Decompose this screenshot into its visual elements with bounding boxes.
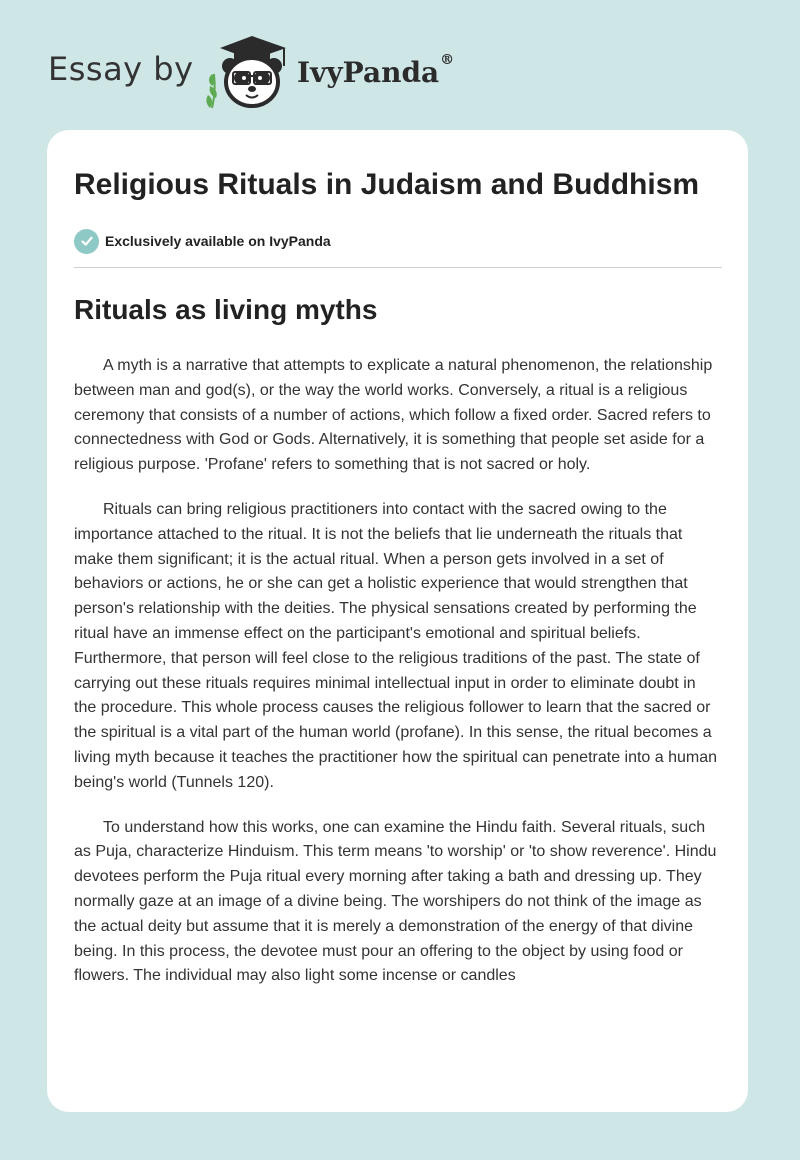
check-icon: [74, 229, 99, 254]
brand-name[interactable]: [297, 52, 455, 89]
exclusive-badge: [74, 228, 722, 254]
essay-title: Religious Rituals in Judaism and Buddhism: [74, 168, 700, 201]
brand-text: IvyPanda: [297, 56, 440, 89]
essay-content: [74, 130, 722, 989]
site-header: [0, 0, 800, 130]
section-title: Rituals as living myths: [74, 294, 378, 325]
paragraph: To understand how this works, one can examine the Hindu faith. Several rituals, such as Puja, characterize Hinduism. This term means 'to worship' or 'to show reverence'. Hindu devotees perform the Puja ritual every morning after taking a bath and dressing up. They normally gaze at an image of a divine being. The worshipers do not think of the image as the actual deity but assume that it is merely a demonstration of the energy of that divine being. In this process, the devotee must pour an offering to the object by using food or flowers. The individual may also light some incense or candles: [74, 818, 717, 985]
exclusive-label: Exclusively available on IvyPanda: [105, 233, 331, 249]
divider: [74, 267, 722, 268]
panda-logo-icon[interactable]: [200, 32, 295, 110]
essay-card: [47, 130, 748, 1112]
paragraph: Rituals can bring religious practitioners into contact with the sacred owing to the importance attached to the ritual. It is not the beliefs that lie underneath the rituals that make them significant; it is the actual ritual. When a person gets involved in a set of behaviors or actions, he or she can get a holistic experience that would strengthen that person's relationship with the deities. The physical sensations created by performing the ritual have an immense effect on the participant's emotional and spiritual beliefs. Furthermore, that person will feel close to the religious traditions of the past. The state of carrying out these rituals requires minimal intellectual input in order to eliminate doubt in the procedure. This whole process causes the religious follower to learn that the sacred or the spiritual is a vital part of the human world (profane). In this sense, the ritual becomes a living myth because it teaches the practitioner how the spiritual can penetrate into a human being's world (Tunnels 120).: [74, 500, 718, 791]
paragraph: A myth is a narrative that attempts to explicate a natural phenomenon, the relationship between man and god(s), or the way the world works. Conversely, a ritual is a religious ceremony that consists of a number of actions, which follow a fixed order. Sacred refers to connectedness with God or Gods. Alternatively, it is something that people set aside for a religious purpose. 'Profane' refers to something that is not sacred or holy.: [74, 357, 713, 474]
essay-by-label: Essay by: [48, 50, 194, 88]
registered-mark: ®: [440, 52, 455, 68]
